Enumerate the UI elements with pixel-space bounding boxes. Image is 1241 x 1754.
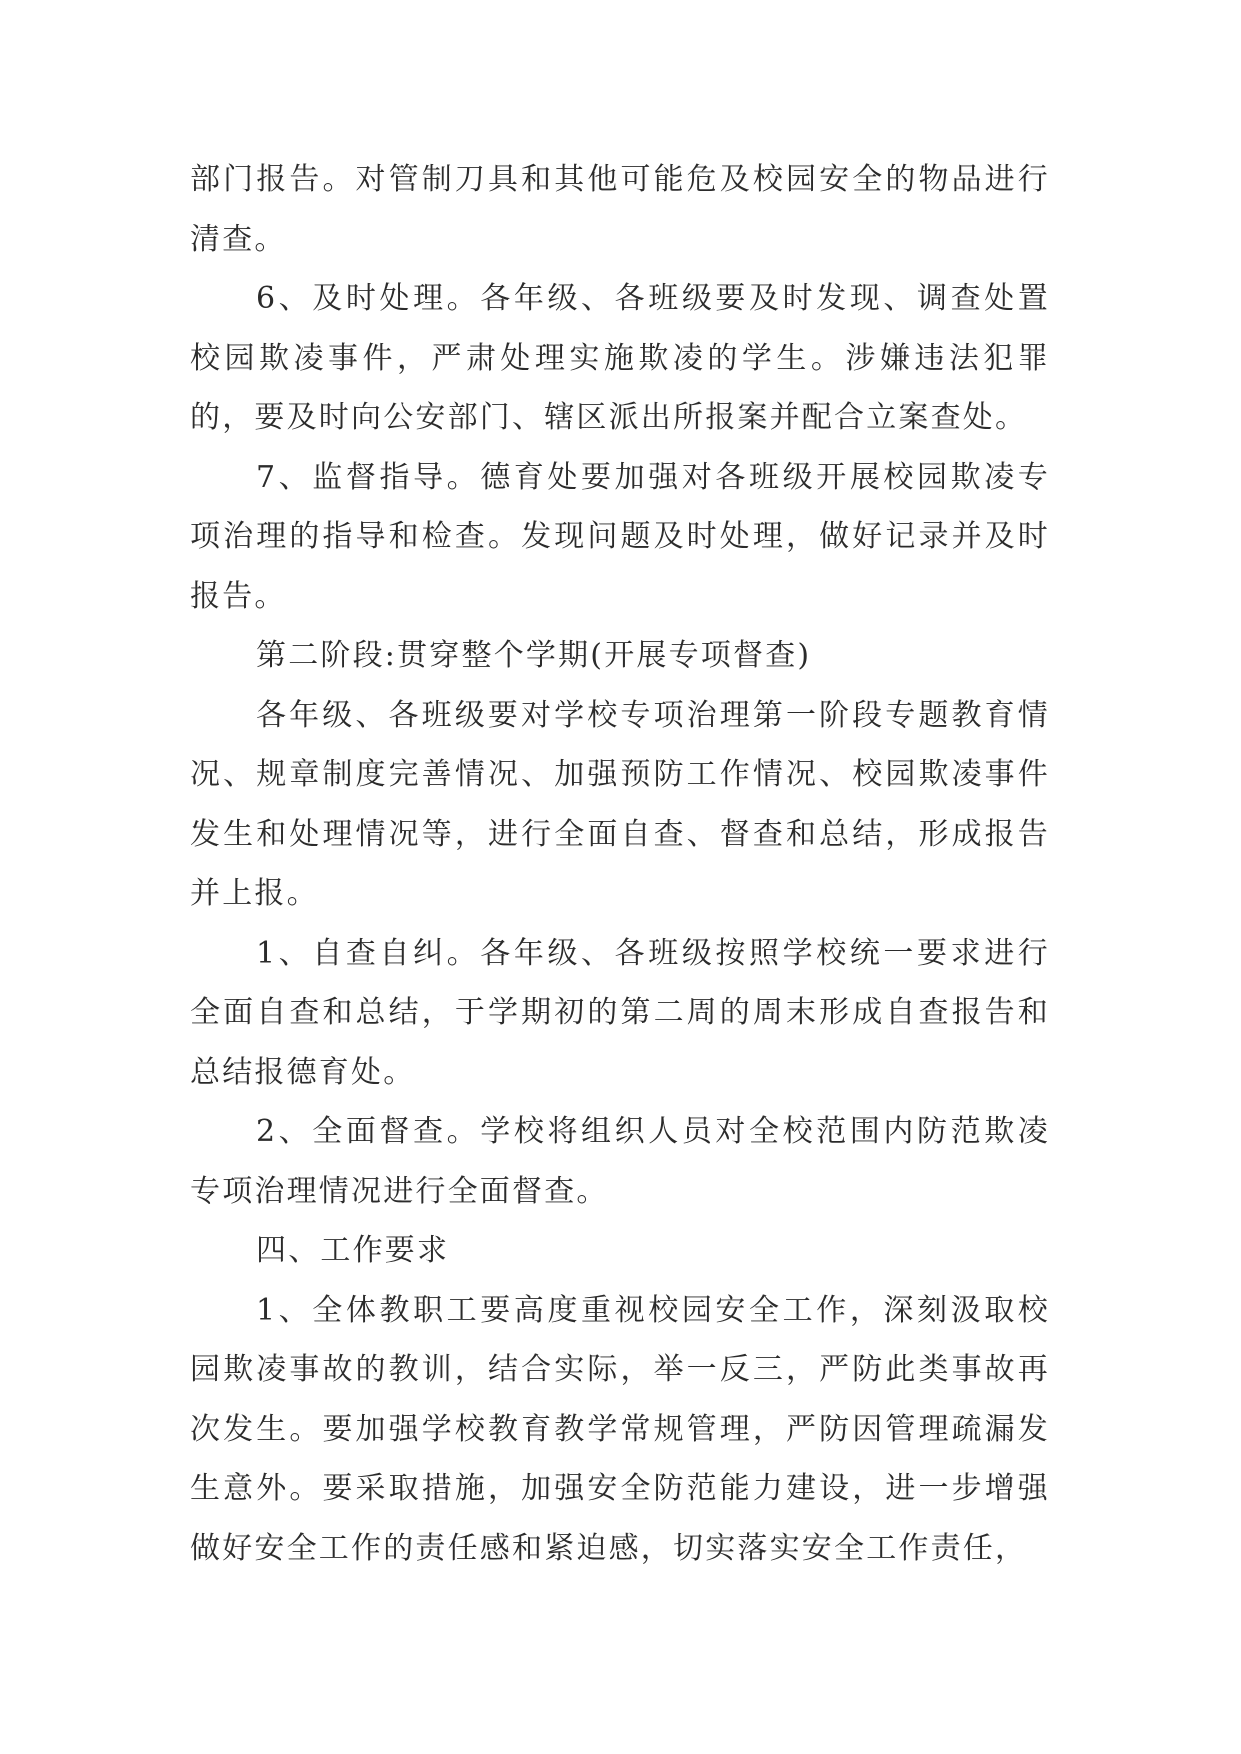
paragraph: 各年级、各班级要对学校专项治理第一阶段专题教育情况、规章制度完善情况、加强预防工作情况、校园欺凌事件发生和处理情况等，进行全面自查、督查和总结，形成报告并上报。 [190,697,1050,911]
section-heading: 四、工作要求 [256,1233,450,1268]
paragraph: 1、全体教职工要高度重视校园安全工作，深刻汲取校园欺凌事故的教训，结合实际，举一反三，严防此类事故再次发生。要加强学校教育教学常规管理，严防因管理疏漏发生意外。要采取措施，加强安全防范能力建设，进一步增强做好安全工作的责任感和紧迫感，切实落实安全工作责任， [190,1292,1050,1566]
paragraph: 6、及时处理。各年级、各班级要及时发现、调查处置校园欺凌事件，严肃处理实施欺凌的学生。涉嫌违法犯罪的，要及时向公安部门、辖区派出所报案并配合立案查处。 [190,281,1050,435]
paragraph: 部门报告。对管制刀具和其他可能危及校园安全的物品进行清查。 [190,162,1050,257]
paragraph: 7、监督指导。德育处要加强对各班级开展校园欺凌专项治理的指导和检查。发现问题及时处理，做好记录并及时报告。 [190,459,1050,614]
document-body [190,150,1050,1578]
paragraph: 1、自查自纠。各年级、各班级按照学校统一要求进行全面自查和总结，于学期初的第二周的周末形成自查报告和总结报德育处。 [190,935,1050,1090]
paragraph: 2、全面督查。学校将组织人员对全校范围内防范欺凌专项治理情况进行全面督查。 [190,1114,1050,1209]
section-heading: 第二阶段:贯穿整个学期(开展专项督查) [256,638,812,673]
